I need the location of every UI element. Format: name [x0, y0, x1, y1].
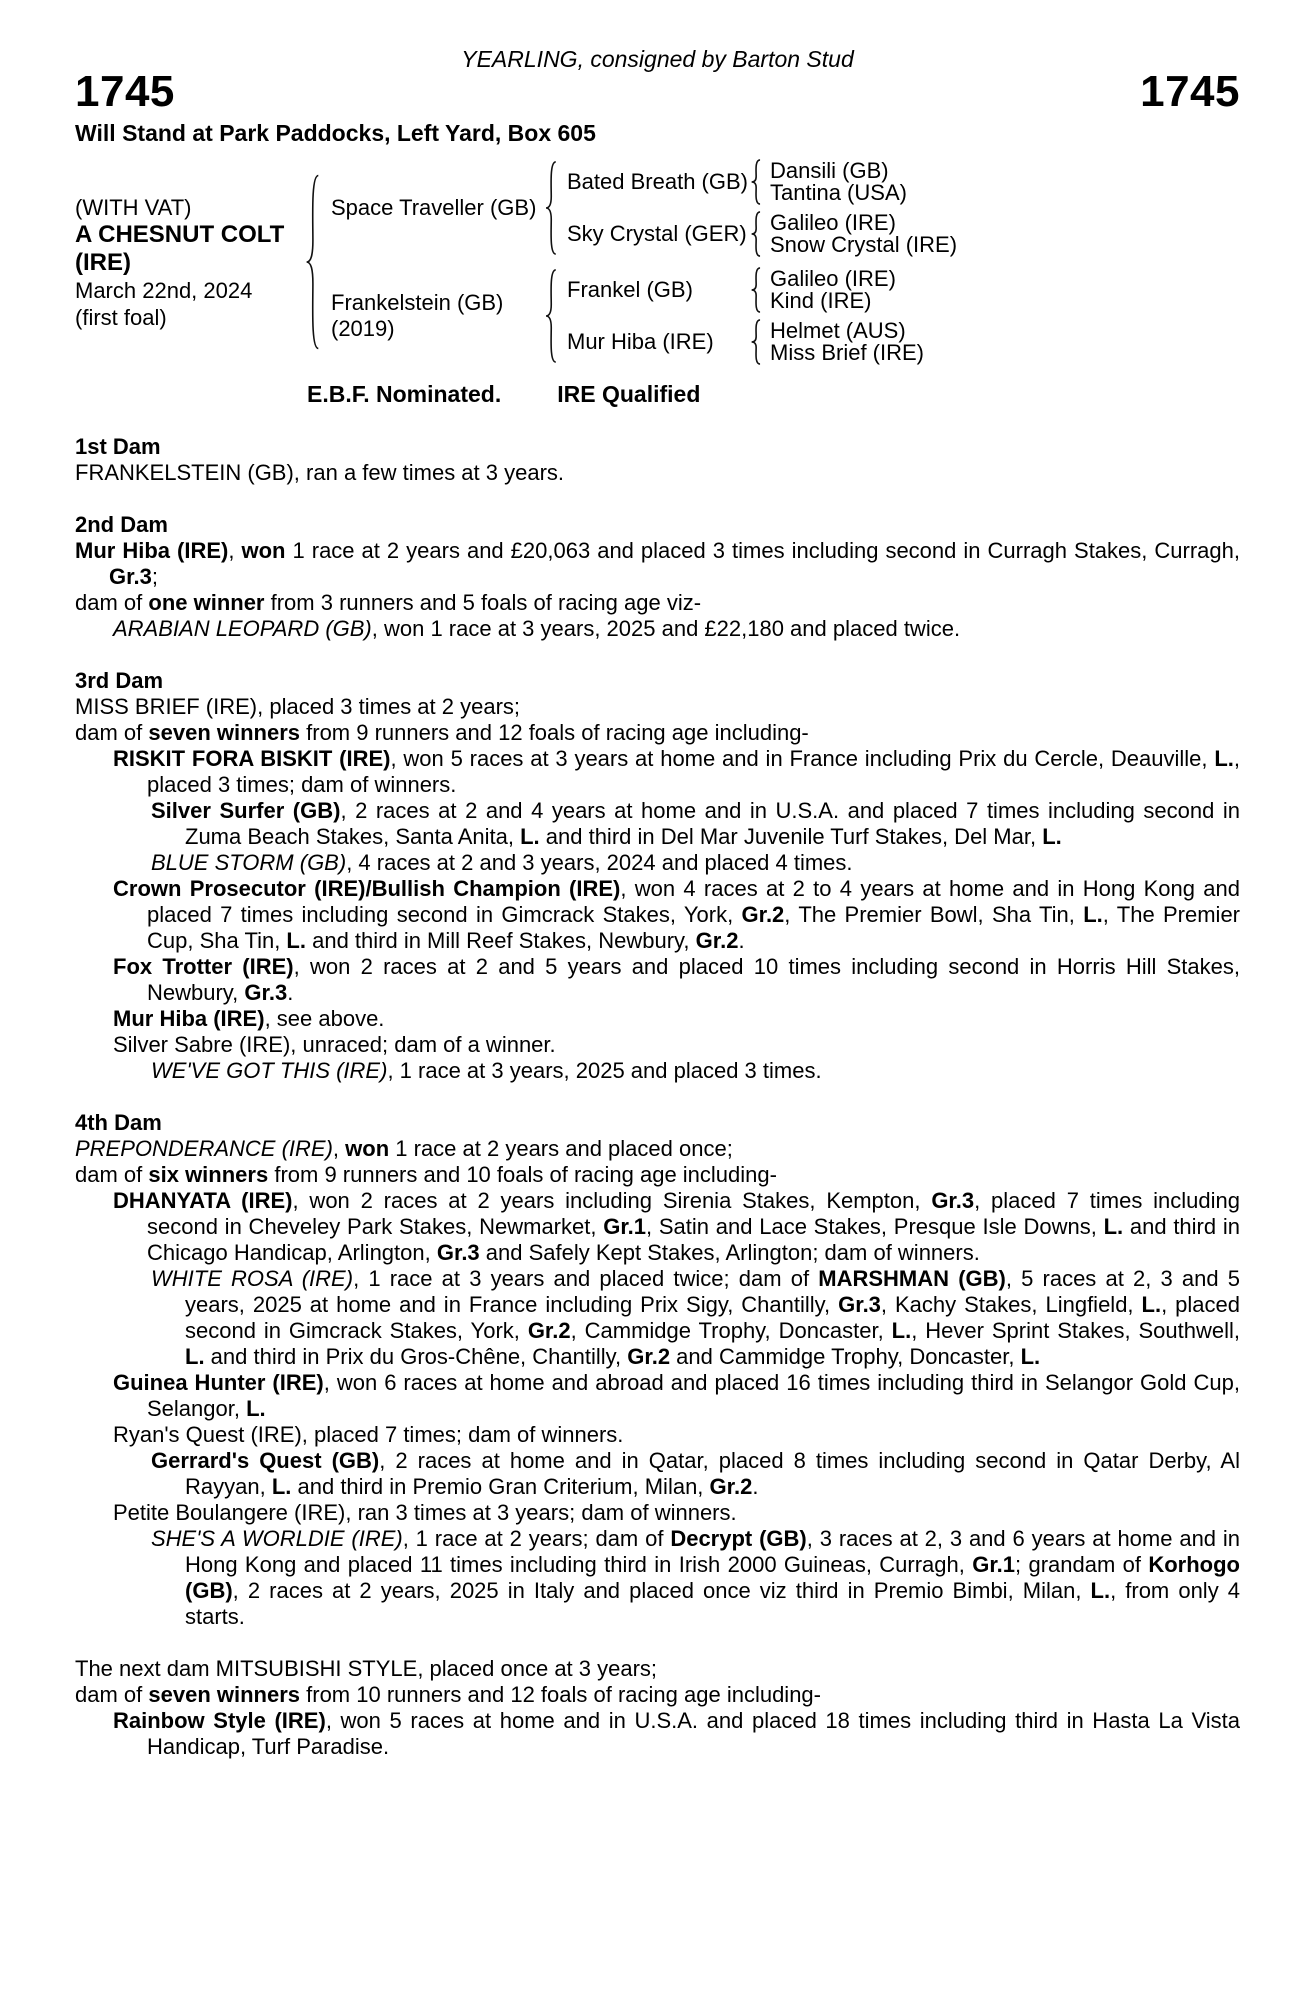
- bold-text: Gr.1: [603, 1214, 647, 1239]
- plain-text: ; grandam of: [1015, 1552, 1149, 1577]
- lot-number-left: 1745: [75, 67, 175, 116]
- catalogue-paragraph: [75, 1006, 1240, 1032]
- plain-text: ,: [332, 1136, 346, 1161]
- bold-text: L.: [1090, 1578, 1111, 1603]
- plain-text: and Safely Kept Stakes, Arlington; dam of winners.: [479, 1240, 980, 1265]
- bold-text: Silver Surfer (GB): [151, 798, 341, 823]
- plain-text: from 9 runners and 12 foals of racing age including-: [300, 720, 809, 745]
- pedigree-brace-small: [749, 211, 762, 257]
- plain-text: , 5 races at 2, 3 and 5 years, 2025 at home and in France including Prix Sigy, Chantilly,: [185, 1266, 1240, 1317]
- plain-text: , 1 race at 3 years and placed twice; dam of: [353, 1266, 819, 1291]
- bold-text: Gr.1: [972, 1552, 1016, 1577]
- bold-text: DHANYATA (IRE): [113, 1188, 293, 1213]
- great-grandsire: Dansili (GB): [770, 158, 889, 183]
- plain-text: , won 2 races at 2 years including Sirenia Stakes, Kempton,: [292, 1188, 932, 1213]
- lot-number-right: 1745: [1140, 67, 1240, 116]
- sire-branch: [321, 159, 957, 257]
- great-granddam: Snow Crystal (IRE): [770, 232, 958, 257]
- plain-text: , placed 3 times; dam of winners.: [147, 746, 1240, 797]
- great-granddam: Kind (IRE): [770, 288, 872, 313]
- catalogue-paragraph: [75, 1526, 1240, 1630]
- plain-text: and Cammidge Trophy, Doncaster,: [670, 1344, 1021, 1369]
- catalogue-paragraph: [75, 1266, 1240, 1370]
- pedigree-subject: [75, 194, 303, 331]
- catalogue-paragraph: [75, 798, 1240, 850]
- dam-sire-row: [558, 267, 924, 313]
- plain-text: , Cammidge Trophy, Doncaster,: [570, 1318, 892, 1343]
- plain-text: dam of: [75, 1162, 149, 1187]
- section-heading: 4th Dam: [75, 1110, 162, 1135]
- plain-text: and third in Mill Reef Stakes, Newbury,: [305, 928, 696, 953]
- catalogue-paragraph: [75, 746, 1240, 798]
- bold-text: Gr.2: [695, 928, 739, 953]
- plain-text: dam of: [75, 1682, 149, 1707]
- bold-text: Decrypt (GB): [670, 1526, 807, 1551]
- bold-text: L.: [1020, 1344, 1041, 1369]
- bold-text: Mur Hiba (IRE): [75, 538, 229, 563]
- great-grandsire: Galileo (IRE): [770, 210, 896, 235]
- bold-text: RISKIT FORA BISKIT (IRE): [113, 746, 391, 771]
- plain-text: ,: [228, 538, 242, 563]
- plain-text: Petite Boulangere (IRE), ran 3 times at 3 years; dam of winners.: [113, 1500, 737, 1525]
- bold-text: six winners: [148, 1162, 269, 1187]
- plain-text: , Kachy Stakes, Lingfield,: [880, 1292, 1142, 1317]
- bold-text: Gr.3: [109, 564, 152, 589]
- sire-name-block: [321, 195, 543, 221]
- plain-text: , from only 4 starts.: [185, 1578, 1240, 1629]
- foal-date: March 22nd, 2024: [75, 277, 253, 303]
- plain-text: , 4 races at 2 and 3 years, 2024 and placed 4 times.: [346, 850, 853, 875]
- plain-text: , placed second in Gimcrack Stakes, York,: [185, 1292, 1240, 1343]
- pedigree-section: [75, 1110, 1240, 1630]
- plain-text: , won 2 races at 2 and 5 years and placed 10 times including second in Horris Hill Stakes, Newbury,: [147, 954, 1241, 1005]
- bold-text: seven winners: [148, 1682, 301, 1707]
- catalogue-paragraph: [75, 538, 1240, 590]
- plain-text: ;: [151, 564, 158, 589]
- consignment-title: YEARLING, consigned by Barton Stud: [461, 46, 854, 72]
- nomination-row: [75, 381, 1240, 408]
- dam-dam-parents: [762, 320, 924, 364]
- dam-name-block: [321, 290, 543, 342]
- dam-sire-parents: [762, 268, 896, 312]
- bold-text: Rainbow Style (IRE): [113, 1708, 326, 1733]
- pedigree-section: [75, 512, 1240, 642]
- bold-text: Gerrard's Quest (GB): [151, 1448, 380, 1473]
- catalogue-paragraph: [75, 1500, 1240, 1526]
- pedigree-section: [75, 1656, 1240, 1760]
- catalogue-paragraph: [75, 876, 1240, 954]
- pedigree-table: [75, 159, 1240, 365]
- foal-note: (first foal): [75, 304, 167, 330]
- plain-text: .: [287, 980, 294, 1005]
- bold-text: L.: [520, 824, 540, 849]
- bold-text: L.: [1042, 824, 1062, 849]
- plain-text: from 9 runners and 10 foals of racing age including-: [268, 1162, 777, 1187]
- bold-text: Gr.2: [709, 1474, 753, 1499]
- catalogue-paragraph: [75, 1708, 1240, 1760]
- bold-text: Korhogo (GB): [185, 1552, 1240, 1603]
- catalogue-paragraph: [75, 954, 1240, 1006]
- pedigree-brace-medium: [543, 268, 558, 364]
- catalogue-paragraph: [75, 590, 1240, 616]
- catalogue-paragraph: [75, 1058, 1240, 1084]
- plain-text: dam of: [75, 590, 149, 615]
- plain-text: from 10 runners and 12 foals of racing age including-: [300, 1682, 821, 1707]
- great-granddam: Tantina (USA): [770, 180, 907, 205]
- bold-text: L.: [271, 1474, 292, 1499]
- italic-text: PREPONDERANCE (IRE): [75, 1136, 333, 1161]
- dam-parents: [558, 267, 924, 365]
- plain-text: , won 1 race at 3 years, 2025 and £22,180 and placed twice.: [371, 616, 961, 641]
- bold-text: L.: [1214, 746, 1234, 771]
- plain-text: .: [738, 928, 745, 953]
- plain-text: , 1 race at 3 years, 2025 and placed 3 times.: [387, 1058, 822, 1083]
- section-heading: 2nd Dam: [75, 512, 168, 537]
- bold-text: seven winners: [148, 720, 301, 745]
- great-grandsire: Galileo (IRE): [770, 266, 896, 291]
- italic-text: WE'VE GOT THIS (IRE): [151, 1058, 388, 1083]
- pedigree-brace-small: [749, 319, 762, 365]
- dam-branch: [321, 267, 957, 365]
- vat-note: (WITH VAT): [75, 194, 192, 220]
- bold-text: L.: [891, 1318, 912, 1343]
- section-heading: 1st Dam: [75, 434, 161, 459]
- plain-text: from 3 runners and 5 foals of racing age viz-: [264, 590, 702, 615]
- bold-text: Gr.2: [527, 1318, 571, 1343]
- plain-text: 1 race at 2 years and £20,063 and placed 3 times including second in Curragh Stakes, Curragh,: [285, 538, 1240, 563]
- plain-text: , placed 7 times including second in Cheveley Park Stakes, Newmarket,: [147, 1188, 1240, 1239]
- plain-text: and third in Del Mar Juvenile Turf Stakes, Del Mar,: [539, 824, 1043, 849]
- sire-dam-name: Sky Crystal (GER): [567, 221, 747, 246]
- stand-location: Will Stand at Park Paddocks, Left Yard, Box 605: [75, 120, 596, 146]
- dam-name: Frankelstein (GB): [331, 290, 504, 315]
- plain-text: , 1 race at 2 years; dam of: [402, 1526, 671, 1551]
- bold-text: won: [241, 538, 286, 563]
- bold-text: L.: [185, 1344, 205, 1369]
- italic-text: SHE'S A WORLDIE (IRE): [151, 1526, 403, 1551]
- bold-text: Gr.3: [436, 1240, 480, 1265]
- sire-sire-row: [558, 159, 957, 205]
- plain-text: 1 race at 2 years and placed once;: [389, 1136, 733, 1161]
- bold-text: L.: [286, 928, 306, 953]
- plain-text: , 2 races at 2 and 4 years at home and in U.S.A. and placed 7 times including second in Zuma Beach Stakes, Santa Anita,: [185, 798, 1241, 849]
- plain-text: FRANKELSTEIN (GB), ran a few times at 3 years.: [75, 460, 565, 485]
- plain-text: and third in Prix du Gros-Chêne, Chantilly,: [204, 1344, 628, 1369]
- plain-text: dam of: [75, 720, 149, 745]
- lot-number-row: [75, 67, 1240, 116]
- pedigree-brace-small: [749, 267, 762, 313]
- plain-text: , won 6 races at home and abroad and placed 16 times including third in Selangor Gold Cup, Selangor,: [147, 1370, 1240, 1421]
- great-grandsire: Helmet (AUS): [770, 318, 906, 343]
- plain-text: .: [752, 1474, 759, 1499]
- plain-text: , Satin and Lace Stakes, Presque Isle Downs,: [646, 1214, 1104, 1239]
- italic-text: WHITE ROSA (IRE): [151, 1266, 354, 1291]
- sire-dam-parents: [762, 212, 957, 256]
- catalogue-paragraph: [75, 1188, 1240, 1266]
- ire-qualified-label: IRE Qualified: [557, 381, 701, 407]
- plain-text: , 2 races at home and in Qatar, placed 8 times including second in Qatar Derby, Al Rayyan,: [185, 1448, 1240, 1499]
- catalogue-paragraph: [75, 720, 1240, 746]
- bold-text: MARSHMAN (GB): [818, 1266, 1006, 1291]
- bold-text: L.: [246, 1396, 266, 1421]
- catalogue-paragraph: [75, 616, 1240, 642]
- bold-text: Fox Trotter (IRE): [113, 954, 294, 979]
- catalogue-paragraph: [75, 1682, 1240, 1708]
- catalogue-paragraph: [75, 1032, 1240, 1058]
- bold-text: Crown Prosecutor (IRE)/Bullish Champion (IRE): [113, 876, 621, 901]
- plain-text: and third in Premio Gran Criterium, Milan,: [291, 1474, 710, 1499]
- plain-text: The next dam MITSUBISHI STYLE, placed once at 3 years;: [75, 1656, 658, 1681]
- sire-name: Space Traveller (GB): [331, 195, 537, 220]
- pedigree-brace-medium: [543, 160, 558, 256]
- dam-dam-row: [558, 319, 924, 365]
- bold-text: L.: [1103, 1214, 1124, 1239]
- catalogue-paragraph: [75, 460, 1240, 486]
- ebf-nominated-label: E.B.F. Nominated.: [307, 381, 502, 407]
- catalogue-paragraph: [75, 1162, 1240, 1188]
- catalogue-paragraph: [75, 1136, 1240, 1162]
- bold-text: Gr.3: [244, 980, 288, 1005]
- plain-text: , see above.: [264, 1006, 385, 1031]
- catalogue-paragraph: [75, 1370, 1240, 1422]
- sire-parents: [558, 159, 957, 257]
- italic-text: ARABIAN LEOPARD (GB): [113, 616, 372, 641]
- dam-sire-name: Frankel (GB): [567, 277, 693, 302]
- catalogue-paragraph: [75, 1422, 1240, 1448]
- bold-text: one winner: [148, 590, 265, 615]
- plain-text: , Hever Sprint Stakes, Southwell,: [911, 1318, 1240, 1343]
- catalogue-paragraph: [75, 1656, 1240, 1682]
- pedigree-brace-large: [303, 172, 321, 352]
- italic-text: BLUE STORM (GB): [151, 850, 347, 875]
- plain-text: MISS BRIEF (IRE), placed 3 times at 2 years;: [75, 694, 521, 719]
- catalogue-paragraph: [75, 694, 1240, 720]
- plain-text: , won 4 races at 2 to 4 years at home and in Hong Kong and placed 7 times including second in Gimcrack Stakes, York,: [147, 876, 1240, 927]
- catalogue-paragraph: [75, 1448, 1240, 1500]
- bold-text: won: [345, 1136, 390, 1161]
- great-granddam: Miss Brief (IRE): [770, 340, 924, 365]
- bold-text: Gr.3: [838, 1292, 881, 1317]
- subject-name: A CHESNUT COLT: [75, 220, 285, 248]
- pedigree-brace-small: [749, 159, 762, 205]
- sire-sire-name: Bated Breath (GB): [567, 169, 748, 194]
- bold-text: Gr.2: [741, 902, 785, 927]
- bold-text: Guinea Hunter (IRE): [113, 1370, 324, 1395]
- sire-sire-parents: [762, 160, 907, 204]
- catalogue-body: [75, 434, 1240, 1760]
- dam-dam-name: Mur Hiba (IRE): [567, 329, 714, 354]
- bold-text: L.: [1141, 1292, 1162, 1317]
- bold-text: L.: [1083, 902, 1103, 927]
- pedigree-generations: [321, 159, 957, 365]
- plain-text: , The Premier Cup, Sha Tin,: [147, 902, 1240, 953]
- plain-text: , 2 races at 2 years, 2025 in Italy and placed once viz third in Premio Bimbi, Milan,: [232, 1578, 1091, 1603]
- plain-text: Silver Sabre (IRE), unraced; dam of a winner.: [113, 1032, 556, 1057]
- plain-text: , won 5 races at 3 years at home and in France including Prix du Cercle, Deauville,: [390, 746, 1215, 771]
- section-heading: 3rd Dam: [75, 668, 164, 693]
- sire-dam-row: [558, 211, 957, 257]
- plain-text: , 3 races at 2, 3 and 6 years at home and in Hong Kong and placed 11 times including third in Irish 2000 Guineas, Curragh,: [185, 1526, 1241, 1577]
- plain-text: and third in Chicago Handicap, Arlington,: [147, 1214, 1240, 1265]
- bold-text: Mur Hiba (IRE): [113, 1006, 265, 1031]
- pedigree-section: [75, 668, 1240, 1084]
- bold-text: Gr.3: [931, 1188, 975, 1213]
- pedigree-section: [75, 434, 1240, 486]
- dam-extra: (2019): [331, 316, 395, 341]
- plain-text: , won 5 races at home and in U.S.A. and placed 18 times including third in Hasta La Vista Handicap, Turf Paradise.: [147, 1708, 1240, 1759]
- catalogue-paragraph: [75, 850, 1240, 876]
- subject-origin: (IRE): [75, 248, 131, 276]
- bold-text: Gr.2: [627, 1344, 671, 1369]
- plain-text: , The Premier Bowl, Sha Tin,: [784, 902, 1084, 927]
- plain-text: Ryan's Quest (IRE), placed 7 times; dam of winners.: [113, 1422, 624, 1447]
